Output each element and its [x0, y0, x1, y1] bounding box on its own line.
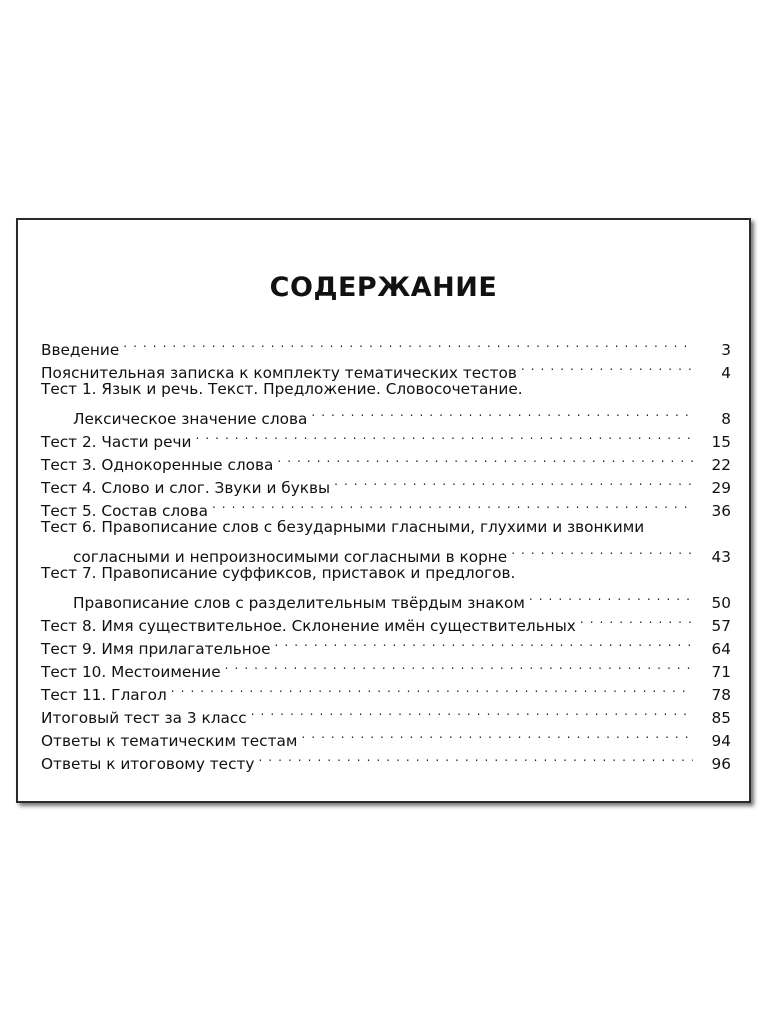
toc-entry-text: Тест 10. Местоимение: [41, 663, 221, 681]
dot-leader: [225, 654, 693, 677]
toc-entry-text: Введение: [41, 341, 120, 359]
toc-page-number: 4: [721, 364, 731, 382]
dot-leader: [334, 470, 693, 493]
toc-page-number: 36: [711, 502, 731, 520]
toc-page-number: 3: [721, 341, 731, 359]
toc-entry-text: Тест 4. Слово и слог. Звуки и буквы: [41, 479, 331, 497]
dot-leader: [212, 493, 693, 516]
dot-leader: [521, 355, 693, 378]
contents-card: [16, 218, 751, 803]
dot-leader: [529, 585, 693, 608]
toc-entry-text: Тест 3. Однокоренные слова: [41, 456, 274, 474]
toc-entry-text-line1: Тест 7. Правописание суффиксов, приставок и предлогов.: [41, 564, 516, 582]
toc-entry-test-3: [41, 447, 731, 474]
toc-entry-test-9: [41, 631, 731, 658]
dot-leader: [258, 746, 693, 769]
toc-entry-text-line1: Тест 1. Язык и речь. Текст. Предложение. Словосочетание.: [41, 380, 523, 398]
toc-entry-text: Тест 9. Имя прилагательное: [41, 640, 271, 658]
toc-entry-text-line1: Тест 6. Правописание слов с безударными гласными, глухими и звонкими: [41, 518, 645, 536]
toc-entry-final-test: [41, 700, 731, 727]
toc-entry-thematic-answers: [41, 723, 731, 750]
toc-page-number: 96: [711, 755, 731, 773]
toc-entry-text: Итоговый тест за 3 класс: [41, 709, 247, 727]
toc-entry-text: Лексическое значение слова: [73, 410, 308, 428]
toc-entry-text: Тест 5. Состав слова: [41, 502, 208, 520]
toc-page-number: 57: [711, 617, 731, 635]
toc-page-number: 8: [721, 410, 731, 428]
toc-entry-text: Ответы к тематическим тестам: [41, 732, 298, 750]
toc-page-number: 78: [711, 686, 731, 704]
toc-entry-test-5: [41, 493, 731, 520]
dot-leader: [301, 723, 693, 746]
toc-entry-test-1: [41, 378, 731, 428]
toc-entry-text: Тест 2. Части речи: [41, 433, 192, 451]
toc-entry-test-11: [41, 677, 731, 704]
dot-leader: [171, 677, 693, 700]
toc-entry-test-6: [41, 516, 731, 566]
toc-entry-test-7: [41, 562, 731, 612]
toc-entry-test-4: [41, 470, 731, 497]
toc-page-number: 94: [711, 732, 731, 750]
toc-page-number: 29: [711, 479, 731, 497]
toc-entry-text: Ответы к итоговому тесту: [41, 755, 255, 773]
toc-entry-test-10: [41, 654, 731, 681]
toc-entry-test-8: [41, 608, 731, 635]
toc-entry-text: согласными и непроизносимыми согласными в корне: [73, 548, 508, 566]
table-of-contents: [41, 332, 731, 773]
page-title: СОДЕРЖАНИЕ: [269, 272, 498, 303]
dot-leader: [251, 700, 693, 723]
toc-entry-test-2: [41, 424, 731, 451]
dot-leader: [277, 447, 693, 470]
toc-entry-text: Правописание слов с разделительным твёрдым знаком: [73, 594, 525, 612]
dot-leader: [195, 424, 693, 447]
toc-page-number: 22: [711, 456, 731, 474]
toc-page-number: 43: [711, 548, 731, 566]
toc-entry-explanatory-note: [41, 355, 731, 382]
dot-leader: [275, 631, 693, 654]
toc-entry-text: Тест 8. Имя существительное. Склонение имён существительных: [41, 617, 576, 635]
toc-page-number: 85: [711, 709, 731, 727]
toc-page-number: 15: [711, 433, 731, 451]
toc-entry-final-answers: [41, 746, 731, 773]
dot-leader: [311, 401, 693, 424]
toc-page-number: 50: [711, 594, 731, 612]
toc-entry-intro: [41, 332, 731, 359]
toc-entry-text: Пояснительная записка к комплекту тематических тестов: [41, 364, 517, 382]
dot-leader: [123, 332, 693, 355]
toc-page-number: 64: [711, 640, 731, 658]
dot-leader: [511, 539, 693, 562]
dot-leader: [580, 608, 693, 631]
toc-page-number: 71: [711, 663, 731, 681]
toc-entry-text: Тест 11. Глагол: [41, 686, 167, 704]
